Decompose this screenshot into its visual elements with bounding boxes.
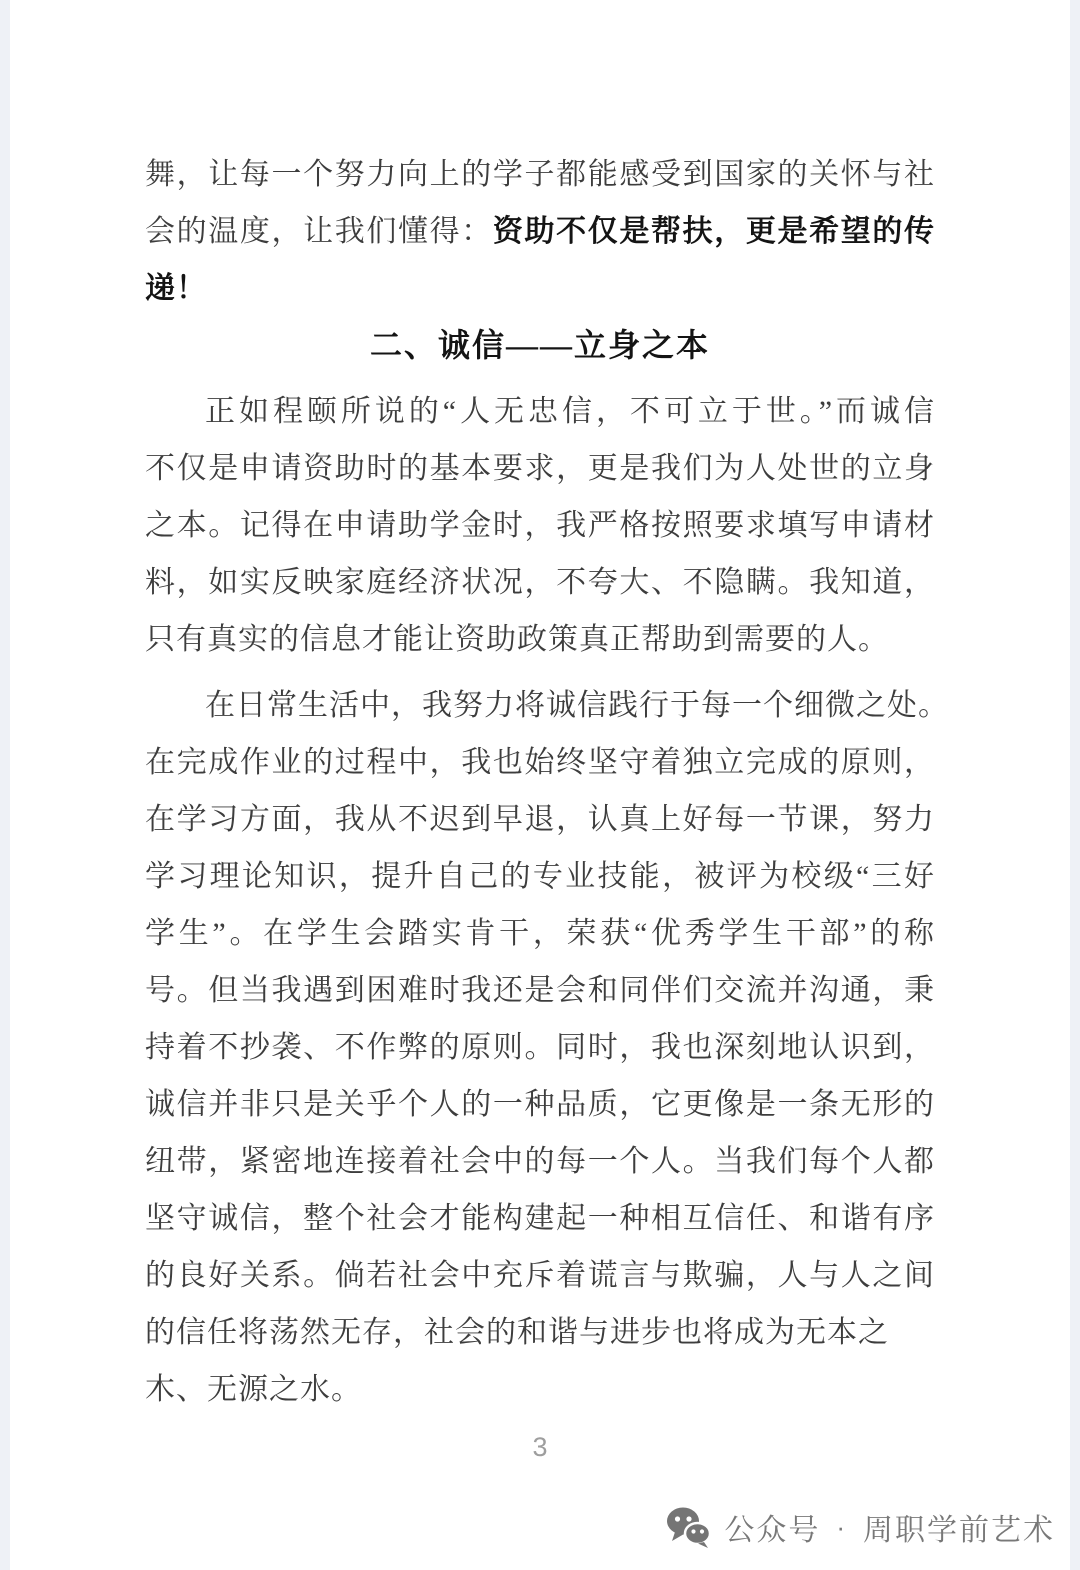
text-line xyxy=(145,497,935,554)
text-segment: 会的温度，让我们懂得： xyxy=(145,215,493,248)
text-line xyxy=(145,554,935,611)
text-segment: 学生”。在学生会踏实肯干，荣获“优秀学生干部”的称 xyxy=(145,917,935,950)
text-segment: 料，如实反映家庭经济状况，不夸大、不隐瞒。我知道， xyxy=(145,566,935,599)
watermark-account-name: 周职学前艺术 xyxy=(863,1514,1055,1547)
text-segment: 持着不抄袭、不作弊的原则。同时，我也深刻地认识到， xyxy=(145,1031,935,1064)
text-line xyxy=(145,791,935,848)
text-line xyxy=(145,260,935,317)
text-segment: 纽带，紧密地连接着社会中的每一个人。当我们每个人都 xyxy=(145,1145,935,1178)
paragraph-integrity-basis xyxy=(145,383,935,668)
watermark-separator: · xyxy=(836,1511,847,1542)
text-line xyxy=(145,1304,935,1361)
page-number: 3 xyxy=(532,1432,548,1462)
text-line xyxy=(145,1190,935,1247)
right-edge-shadow xyxy=(1070,0,1080,1570)
watermark-platform-label: 公众号 xyxy=(724,1514,821,1547)
bold-text-segment: 资助不仅是帮扶，更是希望的传 xyxy=(492,215,935,248)
wechat-official-account-icon xyxy=(664,1506,712,1548)
text-line xyxy=(145,848,935,905)
text-line xyxy=(145,1247,935,1304)
text-line xyxy=(145,962,935,1019)
paragraph-daily-practice xyxy=(145,677,949,1418)
text-line xyxy=(145,1019,935,1076)
text-segment: 在学习方面，我从不迟到早退，认真上好每一节课，努力 xyxy=(145,803,935,836)
text-line xyxy=(145,203,935,260)
page-content xyxy=(145,146,949,1418)
bold-text-segment: 递！ xyxy=(145,272,207,305)
text-segment: 诚信并非只是关乎个人的一种品质，它更像是一条无形的 xyxy=(145,1088,935,1121)
text-segment: 木、无源之水。 xyxy=(145,1373,362,1406)
text-segment: 的良好关系。倘若社会中充斥着谎言与欺骗，人与人之间 xyxy=(145,1259,935,1292)
text-segment: 舞，让每一个努力向上的学子都能感受到国家的关怀与社 xyxy=(145,158,935,191)
text-segment: 学习理论知识，提升自己的专业技能，被评为校级“三好 xyxy=(145,860,935,893)
text-line xyxy=(145,1133,935,1190)
text-segment: 之本。记得在申请助学金时，我严格按照要求填写申请材 xyxy=(145,509,935,542)
text-line xyxy=(145,611,935,668)
text-segment: 坚守诚信，整个社会才能构建起一种相互信任、和谐有序 xyxy=(145,1202,935,1235)
left-edge-shadow xyxy=(0,0,10,1570)
text-line xyxy=(145,734,935,791)
text-line xyxy=(145,677,949,734)
text-line xyxy=(145,1076,935,1133)
text-line xyxy=(145,383,935,440)
section-heading: 二、诚信——立身之本 xyxy=(369,327,710,363)
intro-continuation-paragraph xyxy=(145,146,935,317)
wechat-watermark xyxy=(664,1505,1055,1549)
text-segment: 在日常生活中，我努力将诚信践行于每一个细微之处。 xyxy=(205,689,949,722)
text-line xyxy=(145,440,935,497)
text-segment: 不仅是申请资助时的基本要求，更是我们为人处世的立身 xyxy=(145,452,935,485)
text-line xyxy=(145,905,935,962)
text-segment: 在完成作业的过程中，我也始终坚守着独立完成的原则， xyxy=(145,746,935,779)
text-segment: 的信任将荡然无存，社会的和谐与进步也将成为无本之 xyxy=(145,1316,889,1349)
text-segment: 正如程颐所说的“人无忠信，不可立于世。”而诚信 xyxy=(205,395,935,428)
text-line xyxy=(145,1361,935,1418)
text-segment: 只有真实的信息才能让资助政策真正帮助到需要的人。 xyxy=(145,623,889,656)
text-segment: 号。但当我遇到困难时我还是会和同伴们交流并沟通，秉 xyxy=(145,974,935,1007)
text-line xyxy=(145,146,935,203)
